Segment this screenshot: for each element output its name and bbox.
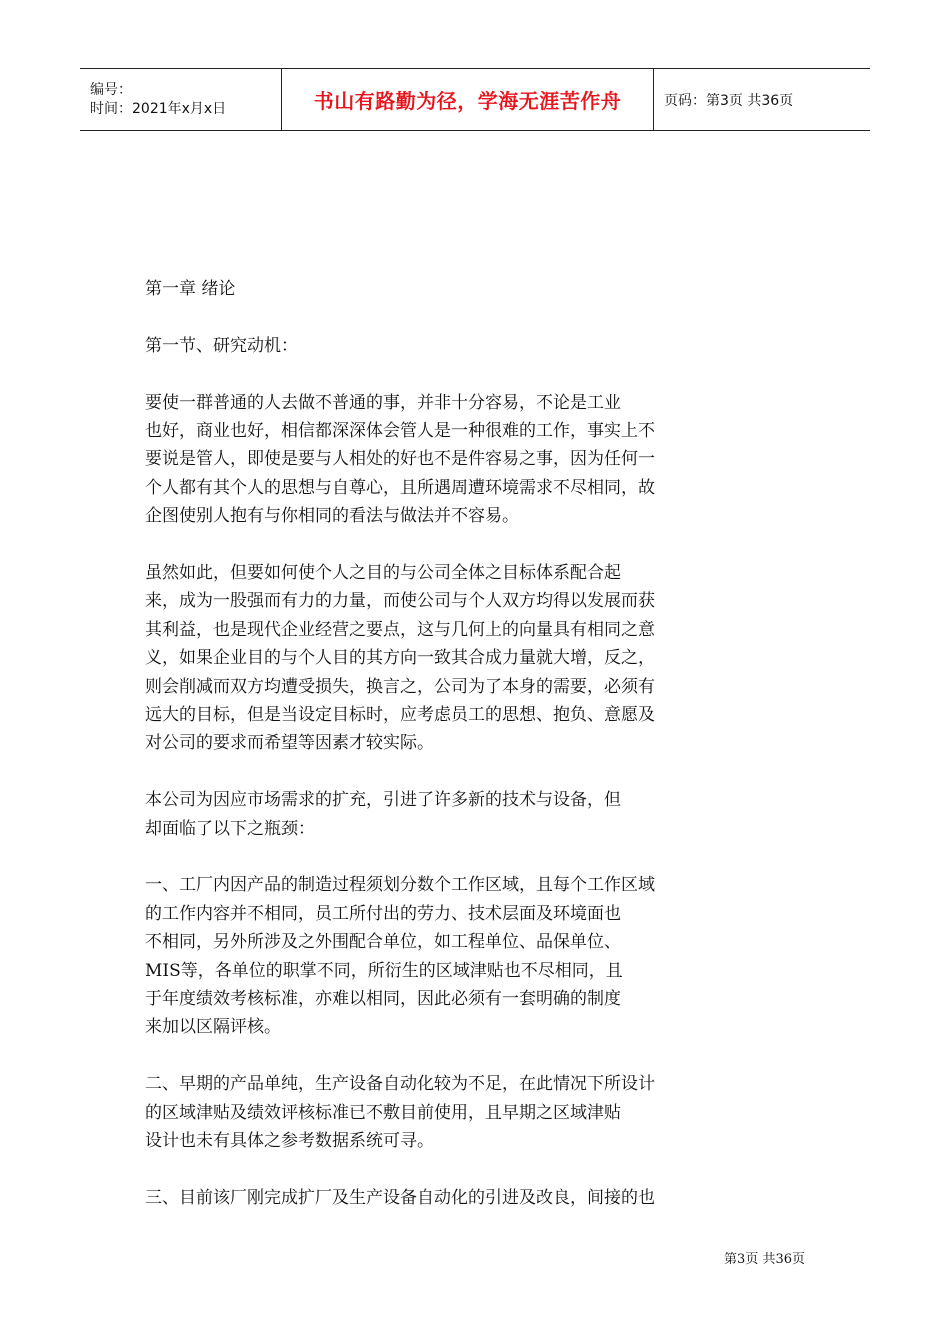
paragraph-line: 要使一群普通的人去做不普通的事，并非十分容易，不论是工业 xyxy=(145,392,621,413)
paragraph-line: 三、目前该厂刚完成扩厂及生产设备自动化的引进及改良，间接的也 xyxy=(145,1187,655,1208)
chapter-title-text: 第一章 绪论 xyxy=(145,279,236,299)
page-footer xyxy=(724,1248,805,1267)
paragraph-line: 虽然如此，但要如何使个人之目的与公司全体之目标体系配合起 xyxy=(145,563,621,584)
paragraph-line: 的工作内容并不相同，员工所付出的劳力、技术层面及环境面也 xyxy=(145,903,621,924)
paragraph-line: 则会削减而双方均遭受损失，换言之，公司为了本身的需要，必须有 xyxy=(145,676,655,697)
header-page-info xyxy=(654,69,870,130)
paragraph-line: 来加以区隔评核。 xyxy=(145,1017,281,1038)
page-info-text: 页码：第3页 共36页 xyxy=(664,92,794,109)
paragraph-line: 要说是管人，即使是要与人相处的好也不是件容易之事，因为任何一 xyxy=(145,449,655,470)
paragraph-line: 个人都有其个人的思想与自尊心，且所遇周遭环境需求不尽相同，故 xyxy=(145,477,655,498)
motto-text: 书山有路勤为径，学海无涯苦作舟 xyxy=(313,89,622,113)
paragraph-line: 企图使别人抱有与你相同的看法与做法并不容易。 xyxy=(145,506,519,527)
paragraph-line: 不相同，另外所涉及之外围配合单位，如工程单位、品保单位、 xyxy=(145,932,621,953)
paragraph-line: 义，如果企业目的与个人目的其方向一致其合成力量就大增，反之， xyxy=(145,648,655,669)
header-meta xyxy=(80,69,282,130)
paragraph-line: 设计也未有具体之参考数据系统可寻。 xyxy=(145,1131,434,1152)
body-paragraph xyxy=(145,1070,725,1155)
number-label: 编号： xyxy=(90,81,132,98)
body-paragraph xyxy=(145,559,725,758)
paragraph-line: 的区域津贴及绩效评核标准已不敷目前使用，且早期之区域津贴 xyxy=(145,1102,621,1123)
footer-page-number: 第3页 共36页 xyxy=(724,1252,805,1267)
body-paragraph xyxy=(145,1184,725,1212)
section-title-text: 第一节、研究动机： xyxy=(145,335,298,356)
body-paragraph xyxy=(145,786,725,843)
paragraph-line: MIS等，各单位的职掌不同，所衍生的区域津贴也不尽相同，且 xyxy=(145,960,623,981)
body-paragraph xyxy=(145,871,725,1041)
paragraph-line: 本公司为因应市场需求的扩充，引进了许多新的技术与设备，但 xyxy=(145,790,621,811)
paragraph-line: 对公司的要求而希望等因素才较实际。 xyxy=(145,733,434,754)
time-label: 时间：2021年x月x日 xyxy=(90,100,227,117)
paragraph-line: 二、早期的产品单纯，生产设备自动化较为不足，在此情况下所设计 xyxy=(145,1074,655,1095)
header-motto xyxy=(282,69,654,130)
document-body xyxy=(145,275,725,1241)
paragraph-line: 也好，商业也好，相信都深深体会管人是一种很难的工作，事实上不 xyxy=(145,421,655,441)
paragraph-line: 却面临了以下之瓶颈： xyxy=(145,818,315,839)
paragraph-line: 一、工厂内因产品的制造过程须划分数个工作区域，且每个工作区域 xyxy=(145,875,655,896)
paragraph-line: 于年度绩效考核标准，亦难以相同，因此必须有一套明确的制度 xyxy=(145,989,621,1010)
paragraph-line: 其利益，也是现代企业经营之要点，这与几何上的向量具有相同之意 xyxy=(145,619,655,640)
paragraph-line: 远大的目标，但是当设定目标时，应考虑员工的思想、抱负、意愿及 xyxy=(145,705,655,726)
paragraph-line: 来，成为一股强而有力的力量，而使公司与个人双方均得以发展而获 xyxy=(145,591,655,612)
chapter-title xyxy=(145,275,725,303)
document-header xyxy=(80,68,870,131)
body-paragraph xyxy=(145,389,725,531)
paragraph-list xyxy=(145,389,725,1213)
section-title xyxy=(145,332,725,360)
